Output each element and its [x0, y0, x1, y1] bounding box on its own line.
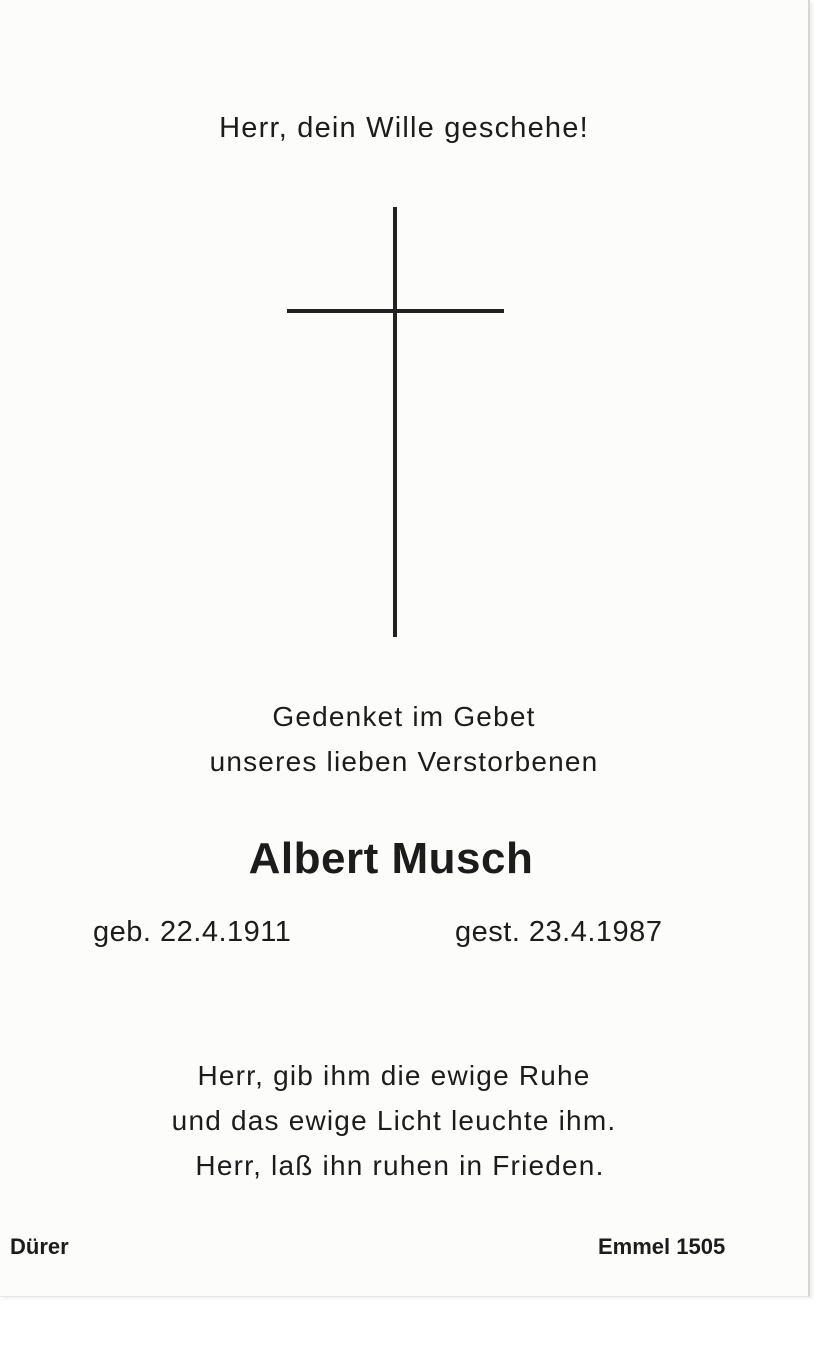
intro-line-1: Gedenket im Gebet: [272, 701, 536, 732]
motto-text: Herr, dein Wille geschehe!: [219, 112, 589, 144]
artist-credit: Dürer: [10, 1234, 69, 1259]
prayer-line-1: Herr, gib ihm die ewige Ruhe: [197, 1060, 591, 1091]
publisher-code: Emmel 1505: [598, 1234, 726, 1259]
prayer-line-3: Herr, laß ihn ruhen in Frieden.: [195, 1150, 605, 1181]
deceased-name: Albert Musch: [248, 834, 534, 883]
cross-horizontal-bar: [287, 309, 504, 313]
cross-vertical-bar: [393, 207, 397, 637]
death-date: gest. 23.4.1987: [455, 916, 663, 948]
birth-date: geb. 22.4.1911: [93, 916, 292, 948]
prayer-line-2: und das ewige Licht leuchte ihm.: [171, 1105, 617, 1136]
intro-line-2: unseres lieben Verstorbenen: [209, 746, 599, 777]
